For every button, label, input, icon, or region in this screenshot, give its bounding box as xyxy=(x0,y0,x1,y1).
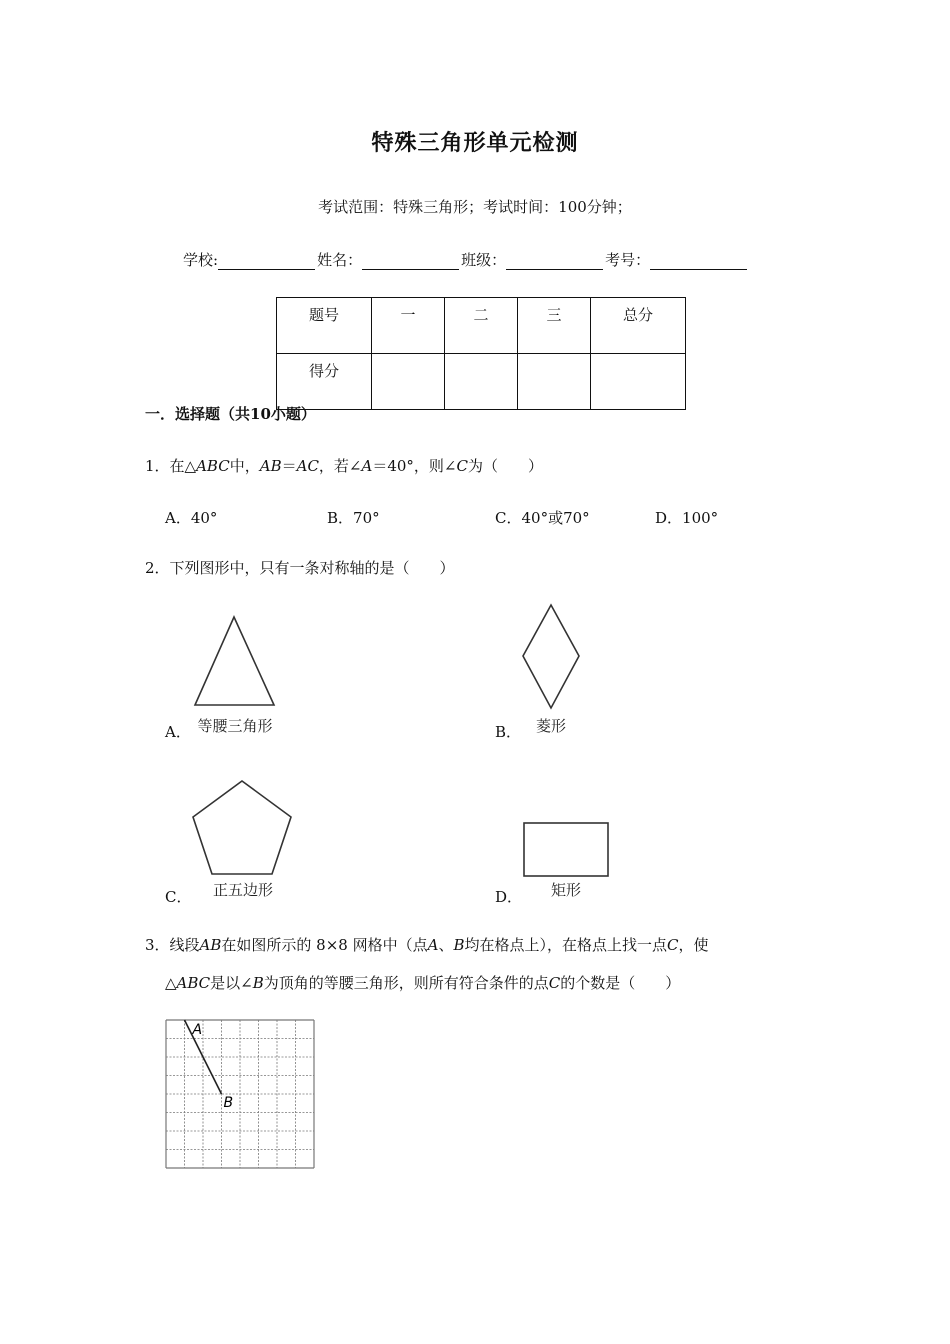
number-blank[interactable] xyxy=(650,252,747,270)
q1-option-b[interactable]: B．70° xyxy=(327,509,380,527)
isosceles-triangle-caption: 等腰三角形 xyxy=(197,717,273,735)
score-header-cell: 三 xyxy=(518,298,591,354)
q3-text: 3．线段 xyxy=(145,936,200,954)
score-table-score-row xyxy=(277,354,686,410)
q1-text: A xyxy=(361,457,373,475)
number-label: 考号： xyxy=(605,251,651,269)
score-header-cell: 二 xyxy=(445,298,518,354)
question-2: 2．下列图形中，只有一条对称轴的是（ ） xyxy=(145,559,455,577)
q1-option-c[interactable]: C．40°或70° xyxy=(495,509,590,527)
q3-text: C xyxy=(667,936,679,954)
question-3-line-1 xyxy=(145,934,709,955)
q1-text: ，若∠ xyxy=(318,457,362,475)
name-blank[interactable] xyxy=(362,252,459,270)
q1-number: 1． xyxy=(145,457,170,475)
section-heading: 一．选择题（共10小题） xyxy=(145,405,316,423)
q2-option-a[interactable]: A． xyxy=(165,723,191,741)
q1-text: C xyxy=(456,457,468,475)
q3-text: 是以∠ xyxy=(210,974,253,992)
school-blank[interactable] xyxy=(218,252,315,270)
q2-option-c[interactable]: C． xyxy=(165,888,192,906)
q3-text: 为顶角的等腰三角形，则所有符合条件的点 xyxy=(263,974,549,992)
q1-text: AC xyxy=(296,457,319,475)
q1-text: 在△ xyxy=(169,457,197,475)
score-header-cell: 一 xyxy=(372,298,445,354)
q3-text: B xyxy=(252,974,264,992)
score-header-cell: 题号 xyxy=(277,298,372,354)
score-cell[interactable] xyxy=(372,354,445,410)
class-label: 班级： xyxy=(461,251,507,269)
q1-text: 中， xyxy=(229,457,260,475)
q1-text: ＝40°，则∠ xyxy=(372,457,457,475)
score-cell[interactable] xyxy=(445,354,518,410)
q3-text: 、 xyxy=(438,936,454,954)
q3-text: B xyxy=(453,936,465,954)
q3-text: ABC xyxy=(176,974,211,992)
q1-text: ABC xyxy=(196,457,230,475)
rectangle-figure xyxy=(515,815,615,901)
q1-option-a[interactable]: A．40° xyxy=(165,509,218,527)
rhombus-caption: 菱形 xyxy=(535,717,567,735)
q1-text: 为（ ） xyxy=(467,457,543,475)
question-1 xyxy=(145,455,543,476)
point-b-label: B xyxy=(223,1095,234,1111)
score-row-label: 得分 xyxy=(277,354,372,410)
regular-pentagon-figure xyxy=(185,773,300,901)
rhombus-figure xyxy=(515,598,590,738)
pentagon-caption: 正五边形 xyxy=(212,881,274,899)
page-title: 特殊三角形单元检测 xyxy=(371,130,579,156)
q2-option-d[interactable]: D． xyxy=(495,888,523,906)
point-a-label: A xyxy=(192,1022,203,1038)
q3-text: C xyxy=(548,974,561,992)
grid-lines xyxy=(166,1020,314,1168)
score-cell[interactable] xyxy=(591,354,686,410)
rectangle-shape xyxy=(524,823,608,876)
exam-info: 考试范围：特殊三角形；考试时间：100分钟； xyxy=(318,198,632,216)
school-label: 学校: xyxy=(183,251,219,269)
q3-text: ，使 xyxy=(678,936,709,954)
rhombus-shape xyxy=(523,605,579,708)
rectangle-caption: 矩形 xyxy=(550,881,582,899)
score-header-cell: 总分 xyxy=(591,298,686,354)
8x8-grid-figure xyxy=(160,1015,322,1175)
score-table xyxy=(276,297,686,410)
q1-text: ＝ xyxy=(281,457,297,475)
q3-text: 的个数是（ ） xyxy=(560,974,681,992)
question-3-line-2 xyxy=(165,972,680,993)
student-info-line xyxy=(183,249,749,270)
q2-option-b[interactable]: B． xyxy=(495,723,522,741)
score-cell[interactable] xyxy=(518,354,591,410)
isosceles-triangle-shape xyxy=(195,617,274,705)
score-table-header-row xyxy=(277,298,686,354)
name-label: 姓名： xyxy=(317,251,363,269)
q3-text: A xyxy=(427,936,439,954)
pentagon-shape xyxy=(193,781,291,874)
class-blank[interactable] xyxy=(506,252,603,270)
q3-text: 在如图所示的 8×8 网格中（点 xyxy=(221,936,428,954)
isosceles-triangle-figure xyxy=(185,610,285,735)
q3-text: △ xyxy=(165,974,177,992)
q1-text: AB xyxy=(259,457,282,475)
q3-text: AB xyxy=(199,936,222,954)
q1-option-d[interactable]: D．100° xyxy=(655,509,719,527)
q3-text: 均在格点上），在格点上找一点 xyxy=(464,936,668,954)
